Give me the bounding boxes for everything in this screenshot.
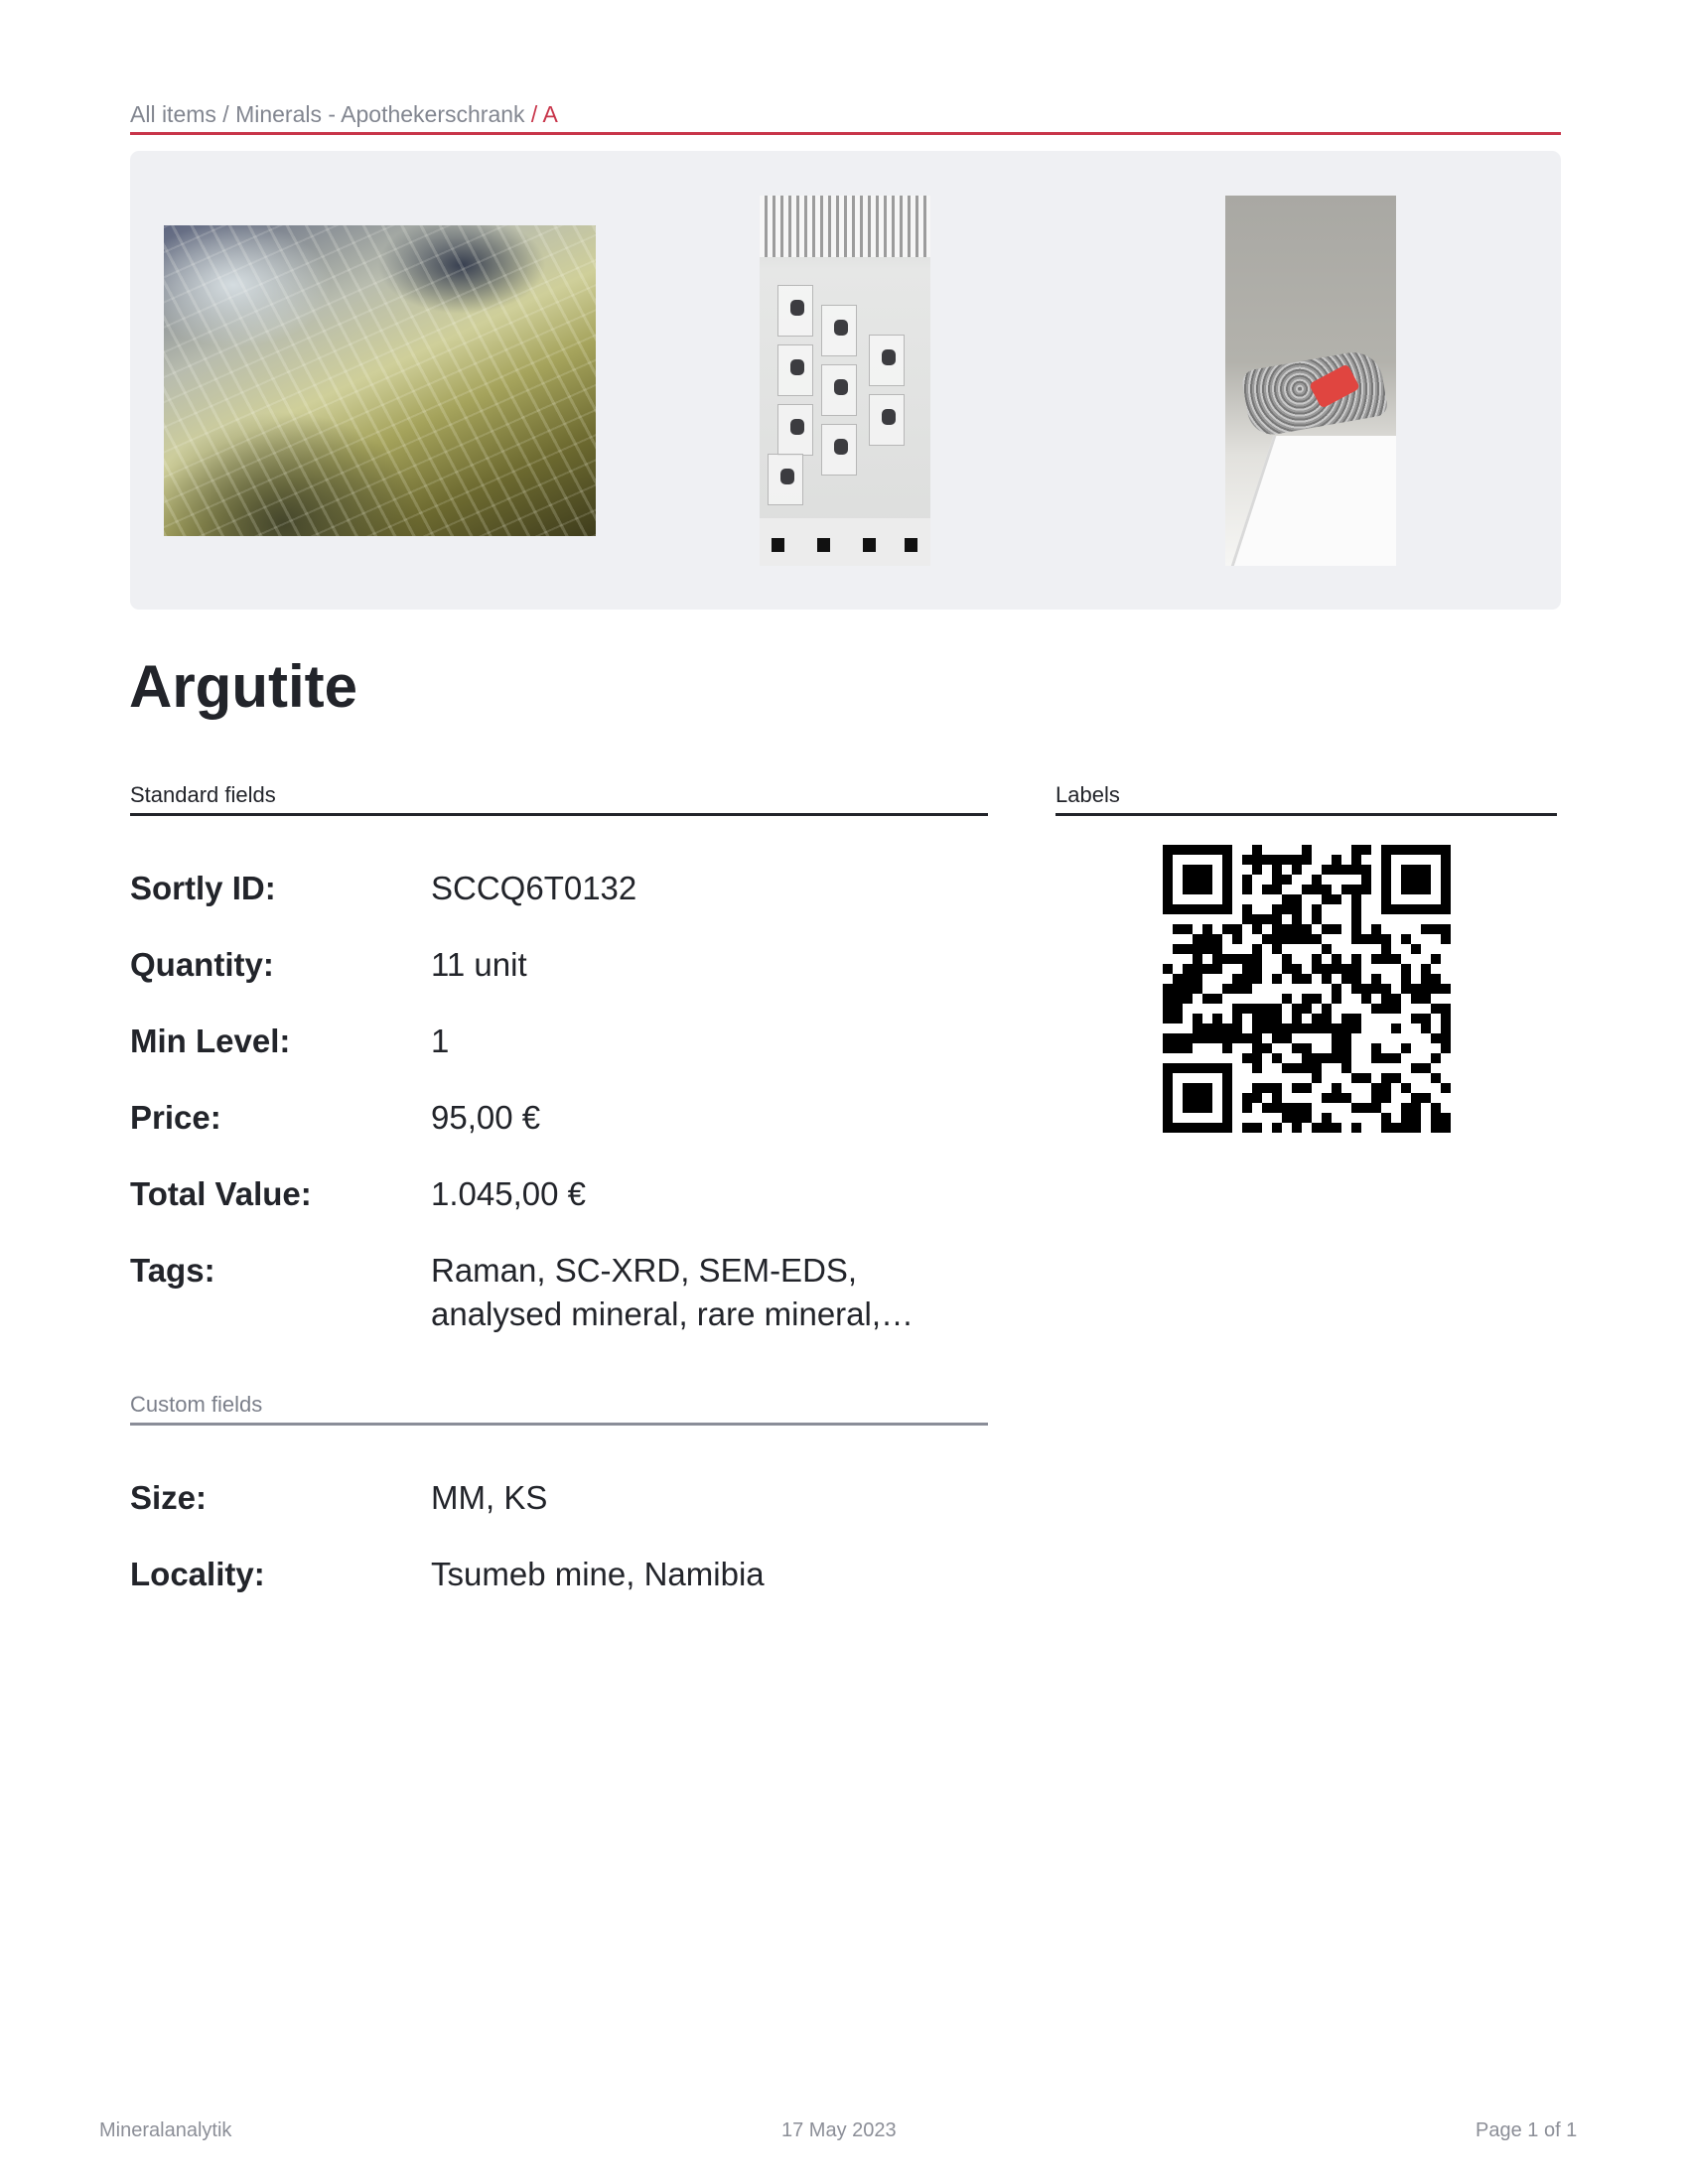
field-label: Sortly ID: bbox=[130, 870, 276, 906]
specimen-boxes-photo[interactable] bbox=[760, 196, 930, 566]
field-label: Size: bbox=[130, 1479, 208, 1516]
field-value: Tsumeb mine, Namibia bbox=[431, 1556, 765, 1592]
field-value: SCCQ6T0132 bbox=[431, 870, 637, 906]
breadcrumb bbox=[130, 98, 1561, 135]
field-label: Total Value: bbox=[130, 1175, 312, 1212]
qr-code-icon[interactable] bbox=[1163, 845, 1451, 1133]
field-label: Min Level: bbox=[130, 1023, 291, 1059]
field-value: 1 bbox=[431, 1023, 450, 1059]
breadcrumb-path[interactable]: All items / Minerals - Apothekerschrank bbox=[130, 101, 525, 127]
field-value: 1.045,00 € bbox=[431, 1175, 586, 1212]
tags-line-2: analysed mineral, rare mineral,… bbox=[431, 1296, 914, 1332]
tags-line-1: Raman, SC-XRD, SEM-EDS, bbox=[431, 1252, 858, 1289]
qr-code-graphic bbox=[1163, 845, 1451, 1133]
field-value: 95,00 € bbox=[431, 1099, 541, 1136]
breadcrumb-current[interactable]: A bbox=[542, 101, 558, 127]
mineral-closeup-photo[interactable] bbox=[164, 225, 596, 536]
field-label: Quantity: bbox=[130, 946, 274, 983]
footer-company: Mineralanalytik bbox=[99, 2119, 232, 2141]
standard-fields-heading: Standard fields bbox=[130, 780, 988, 816]
photo-gallery bbox=[130, 151, 1561, 610]
field-value: MM, KS bbox=[431, 1479, 548, 1516]
specimen-on-tray-photo[interactable] bbox=[1225, 196, 1396, 566]
custom-fields-heading: Custom fields bbox=[130, 1390, 988, 1426]
field-label: Locality: bbox=[130, 1556, 265, 1592]
footer-page-number: Page 1 of 1 bbox=[1476, 2119, 1578, 2141]
field-value bbox=[431, 1249, 987, 1336]
breadcrumb-separator: / bbox=[524, 101, 543, 127]
field-label: Tags: bbox=[130, 1252, 215, 1289]
field-label: Price: bbox=[130, 1099, 221, 1136]
labels-heading: Labels bbox=[1055, 780, 1557, 816]
field-row-tags bbox=[130, 1249, 988, 1338]
item-title: Argutite bbox=[129, 653, 357, 720]
footer-date: 17 May 2023 bbox=[781, 2119, 897, 2141]
field-value: 11 unit bbox=[431, 946, 527, 983]
